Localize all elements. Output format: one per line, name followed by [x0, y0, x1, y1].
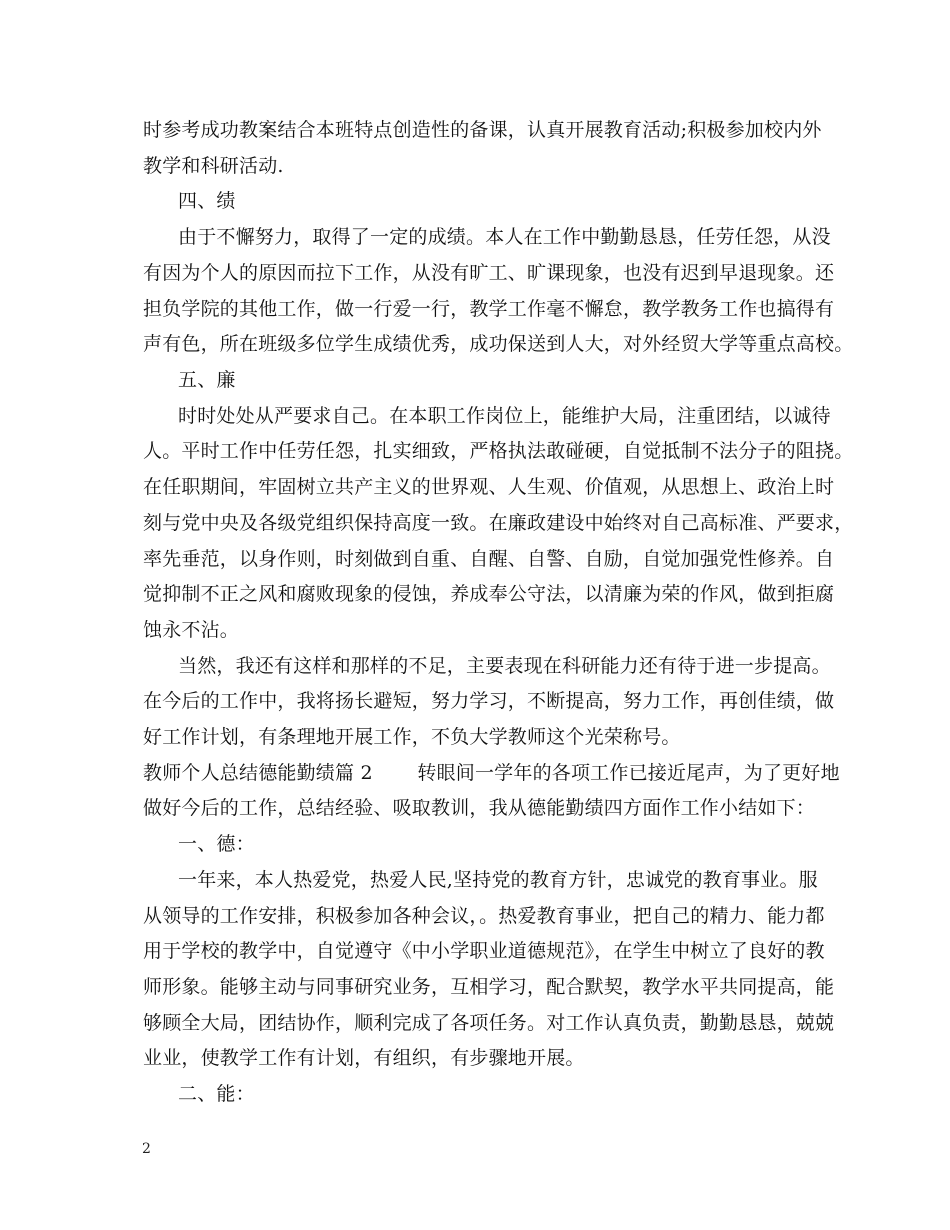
body-text-line: 蚀永不沾。	[143, 619, 240, 641]
section-heading-neng: 二、能：	[178, 1083, 255, 1105]
body-text-line: 人。平时工作中任劳任怨，扎实细致，严格执法敢碰硬，自觉抵制不法分子的阻挠。	[143, 440, 854, 462]
body-text-line: 有因为个人的原因而拉下工作，从没有旷工、旷课现象，也没有迟到早退现象。还	[143, 262, 835, 284]
body-text-line: 好工作计划，有条理地开展工作，不负大学教师这个光荣称号。	[143, 726, 681, 748]
body-text-line: 当然，我还有这样和那样的不足，主要表现在科研能力还有待于进一步提高。	[178, 655, 831, 677]
body-text-line: 用于学校的教学中，自觉遵守《中小学职业道德规范》，在学生中树立了良好的教	[143, 940, 825, 962]
body-text-line: 够顾全大局，团结协作，顺利完成了各项任务。对工作认真负责，勤勤恳恳，兢兢	[143, 1012, 835, 1034]
section-heading-de: 一、德：	[178, 833, 255, 855]
body-text-line: 教学和科研活动.	[143, 155, 284, 177]
body-text-line: 在今后的工作中，我将扬长避短，努力学习，不断提高，努力工作，再创佳绩，做	[143, 690, 835, 712]
body-text-line: 声有色，所在班级多位学生成绩优秀，成功保送到人大，对外经贸大学等重点高校。	[143, 333, 854, 355]
body-text-line: 由于不懈努力，取得了一定的成绩。本人在工作中勤勤恳恳，任劳任怨，从没	[178, 226, 831, 248]
body-text-line: 从领导的工作安排，积极参加各种会议，。热爱教育事业，把自己的精力、能力都	[143, 905, 825, 927]
section-heading-ji: 四、绩	[178, 190, 236, 212]
body-text-line: 担负学院的其他工作，做一行爱一行，教学工作毫不懈怠，教学教务工作也搞得有	[143, 298, 835, 320]
body-text-line: 觉抑制不正之风和腐败现象的侵蚀，养成奉公守法，以清廉为荣的作风，做到拒腐	[143, 583, 835, 605]
body-text-line: 时参考成功教案结合本班特点创造性的备课，认真开展教育活动;积极参加校内外	[143, 119, 822, 141]
body-text-line: 做好今后的工作，总结经验、吸取教训，我从德能勤绩四方面作工作小结如下：	[143, 797, 816, 819]
section-heading-lian: 五、廉	[178, 369, 236, 391]
body-text-line: 时时处处从严要求自己。在本职工作岗位上，能维护大局，注重团结，以诚待	[178, 405, 831, 427]
page-number: 2	[142, 1141, 151, 1157]
body-text-line: 业业，使教学工作有计划，有组织，有步骤地开展。	[143, 1047, 585, 1069]
body-text-line: 一年来，本人热爱党，热爱人民,坚持党的教育方针，忠诚党的教育事业。服	[178, 869, 818, 891]
article-title-line: 教师个人总结德能勤绩篇 2 转眼间一学年的各项工作已接近尾声，为了更好地	[143, 762, 840, 784]
body-text-line: 在任职期间，牢固树立共产主义的世界观、人生观、价值观，从思想上、政治上时	[143, 476, 835, 498]
body-text-line: 刻与党中央及各级党组织保持高度一致。在廉政建设中始终对自己高标准、严要求，	[143, 512, 854, 534]
body-text-line: 师形象。能够主动与同事研究业务，互相学习，配合默契，教学水平共同提高，能	[143, 976, 835, 998]
body-text-line: 率先垂范，以身作则，时刻做到自重、自醒、自警、自励，自觉加强党性修养。自	[143, 548, 835, 570]
